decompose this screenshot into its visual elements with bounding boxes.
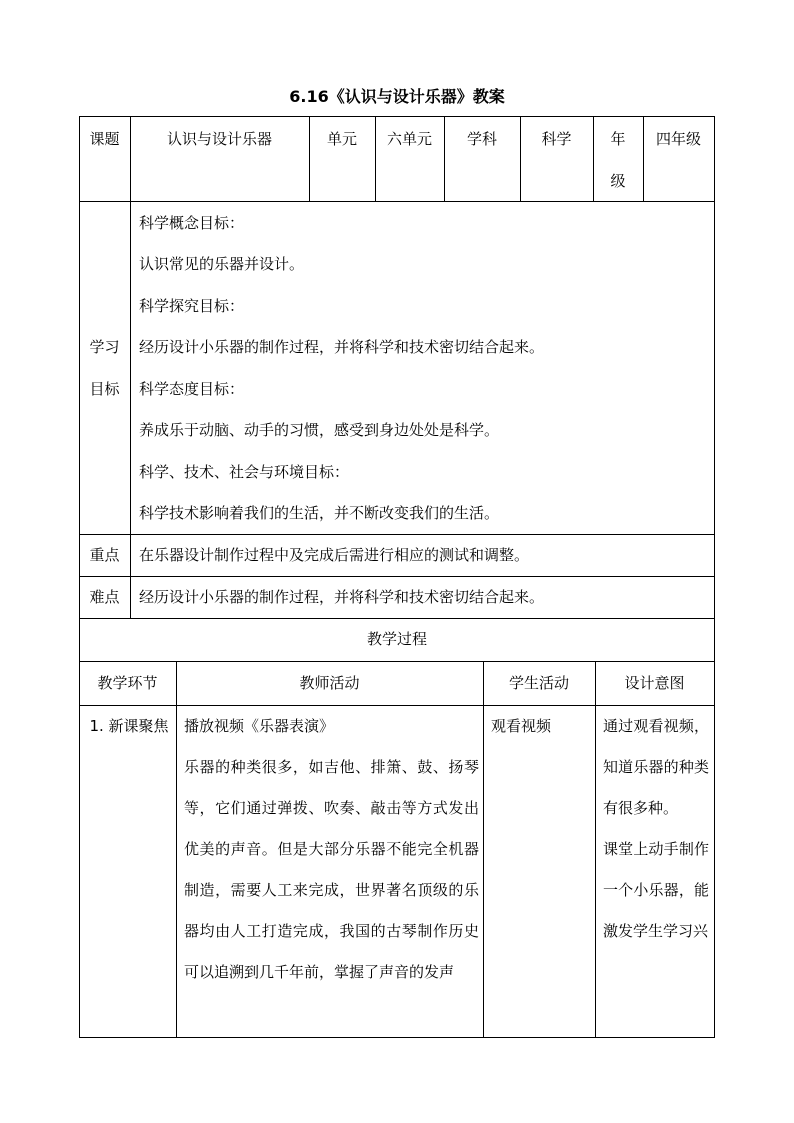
subject-value: 科学 bbox=[541, 130, 572, 148]
grade-label-line2: 级 bbox=[610, 172, 626, 190]
difficulty-label: 难点 bbox=[89, 588, 120, 606]
topic-label: 课题 bbox=[89, 130, 120, 148]
objective-line: 认识常见的乐器并设计。 bbox=[139, 255, 305, 273]
unit-label: 单元 bbox=[326, 130, 357, 148]
student-activity-cell: 观看视频 bbox=[491, 717, 552, 735]
table-rule bbox=[79, 116, 715, 117]
process-heading: 教学过程 bbox=[366, 630, 427, 648]
key-point-label: 重点 bbox=[89, 546, 120, 564]
table-rule bbox=[483, 661, 484, 1038]
objective-line: 科学、技术、社会与环境目标： bbox=[139, 463, 350, 481]
unit-value: 六单元 bbox=[386, 130, 432, 148]
grade-value: 四年级 bbox=[655, 130, 701, 148]
table-rule bbox=[79, 1037, 715, 1038]
difficulty-text: 经历设计小乐器的制作过程，并将科学和技术密切结合起来。 bbox=[139, 588, 545, 606]
table-rule bbox=[130, 201, 131, 619]
topic-value: 认识与设计乐器 bbox=[166, 130, 272, 148]
objectives-label-line2: 目标 bbox=[89, 380, 120, 398]
teacher-activity-cell: 播放视频《乐器表演》 乐器的种类很多，如吉他、排箫、鼓、扬琴等，它们通过弹拨、吹奏、敲击等方式发出优美的声音。但是大部分乐器不能完全机器制造，需要人工来完成，世界著名顶级的乐器均由人工打造完成，我国的古琴制作历史可以追溯到几千年前，掌握了声音的发声 bbox=[184, 717, 479, 981]
table-rule bbox=[714, 116, 715, 1038]
column-header-stage: 教学环节 bbox=[97, 674, 158, 692]
objective-line: 科学概念目标： bbox=[139, 214, 245, 232]
lesson-plan-table bbox=[79, 116, 715, 1038]
grade-label-line1: 年 bbox=[610, 130, 626, 148]
objectives-label-line1: 学习 bbox=[89, 338, 120, 356]
column-header-intent: 设计意图 bbox=[624, 674, 685, 692]
objective-line: 科学技术影响着我们的生活，并不断改变我们的生活。 bbox=[139, 504, 500, 522]
column-header-teacher: 教师活动 bbox=[299, 674, 360, 692]
objective-line: 养成乐于动脑、动手的习惯，感受到身边处处是科学。 bbox=[139, 421, 500, 439]
objective-line: 科学态度目标： bbox=[139, 380, 245, 398]
design-intent-cell: 通过观看视频，知道乐器的种类有很多种。 课堂上动手制作一个小乐器，能激发学生学习兴 bbox=[603, 717, 709, 940]
subject-label: 学科 bbox=[466, 130, 497, 148]
column-header-student: 学生活动 bbox=[508, 674, 569, 692]
table-rule bbox=[595, 661, 596, 1038]
document-title: 6.16《认识与设计乐器》教案 bbox=[289, 87, 505, 106]
stage-cell: 1. 新课聚焦 bbox=[89, 717, 169, 735]
objective-line: 科学探究目标： bbox=[139, 297, 245, 315]
objective-line: 经历设计小乐器的制作过程，并将科学和技术密切结合起来。 bbox=[139, 338, 545, 356]
table-rule bbox=[176, 661, 177, 1038]
key-point-text: 在乐器设计制作过程中及完成后需进行相应的测试和调整。 bbox=[139, 546, 530, 564]
